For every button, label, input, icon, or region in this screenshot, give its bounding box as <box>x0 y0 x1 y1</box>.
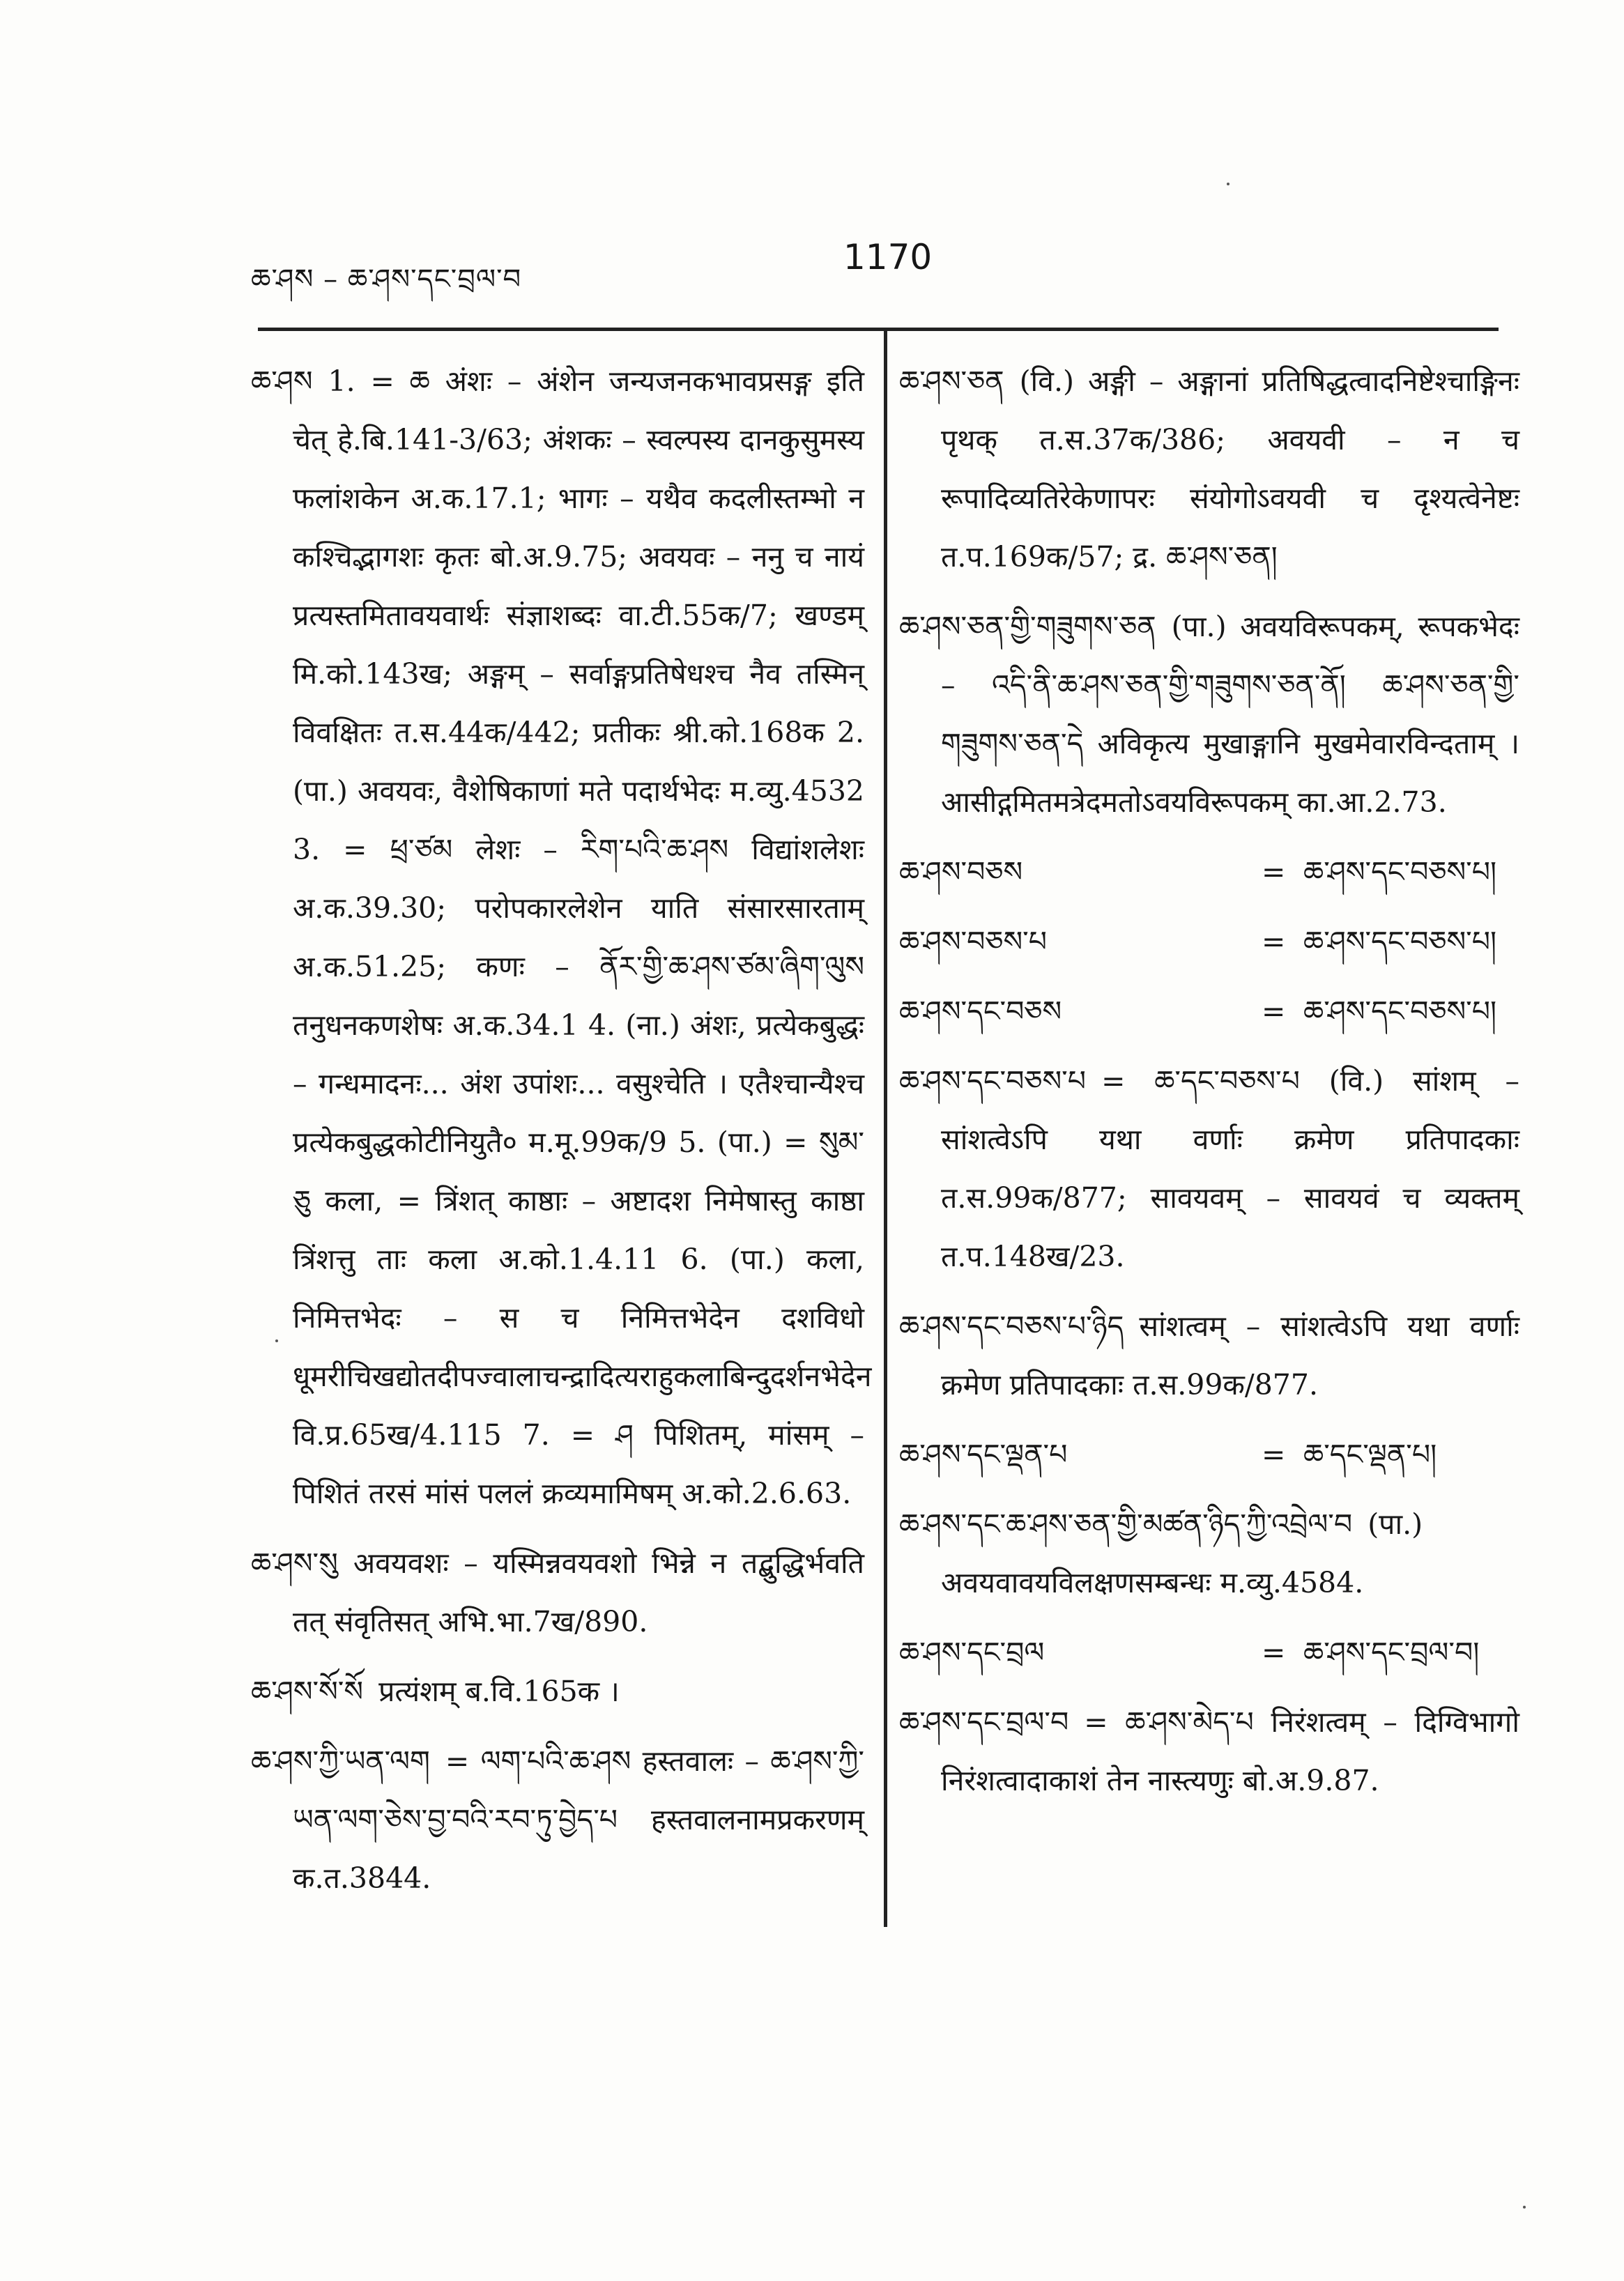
headword: ཆ་ཤས་དང་ལྡན་པ <box>899 1438 1068 1471</box>
dictionary-entry <box>899 597 1519 831</box>
headword: ཆ་ཤས་དང་བྲལ་བ <box>899 1705 1069 1739</box>
cross-reference <box>899 1425 1519 1484</box>
headword: ཆ་ཤས་སུ <box>251 1546 338 1580</box>
headword: ཆ་ཤས་ཀྱི་ཡན་ལག <box>251 1744 430 1778</box>
entry-text: प्रत्यंशम् ब.वि.165क । <box>378 1675 620 1708</box>
entry-text: = ལག་པའི་ཆ་ཤས हस्तवालः – ཆ་ཤས་ཀྱི་ཡན་ལག་ཅེས་བྱ་བའི་རབ་ཏུ་བྱེད་པ हस्तवालनामप्रकरणम् क.त.3844. <box>293 1744 864 1895</box>
headword: ཆ་ཤས་ཅན་གྱི་གཟུགས་ཅན <box>899 610 1156 643</box>
column-divider <box>884 331 887 1927</box>
cross-reference <box>899 1623 1519 1682</box>
scan-speck <box>1523 2206 1526 2209</box>
xref-target: ཆ་ཤས་དང་བྲལ་བ། <box>1303 1636 1480 1669</box>
dictionary-entry <box>899 352 1519 586</box>
entry-text: अवयवशः – यस्मिन्नवयवशो भिन्ने न तद्बुद्धिर्भवति तत् संवृतिसत् अभि.भा.7ख/890. <box>293 1546 864 1638</box>
headword: ཆ་ཤས་དང་བཅས་པ་ཉིད <box>899 1310 1124 1343</box>
xref-target: ཆ་ཤས་དང་བཅས་པ། <box>1303 925 1497 958</box>
cross-reference <box>899 912 1519 971</box>
dictionary-entry <box>251 1662 864 1721</box>
headword: ཆ་ཤས་དང་བྲལ <box>899 1636 1045 1669</box>
entry-text: (पा.) अवयविरूपकम्, रूपकभेदः – འདི་ནི་ཆ་ཤས་ཅན་གྱི་གཟུགས་ཅན་ནོ། ཆ་ཤས་ཅན་གྱི་གཟུགས་ཅན་དེ अविकृत्य मुखाङ्गानि मुखमेवारविन्दताम् । आसीद्गमितमत्रेदमतोऽवयविरूपकम् का.आ.2.73. <box>941 610 1519 819</box>
page-number: 1170 <box>843 237 933 277</box>
right-column <box>899 352 1519 1821</box>
equals-sign: = <box>1262 1636 1286 1669</box>
headword: ཆ་ཤས་བཅས <box>899 855 1023 889</box>
entry-text: = ཆ་ཤས་མེད་པ निरंशत्वम् – दिग्विभागो निरंशत्वादाकाशं तेन नास्त्यणुः बो.अ.9.87. <box>941 1705 1519 1797</box>
headword: ཆ་ཤས་ཅན <box>899 364 1004 398</box>
dictionary-entry <box>251 1534 864 1651</box>
headword: ཆ་ཤས་དང་ཆ་ཤས་ཅན་གྱི་མཚན་ཉིད་ཀྱི་འབྲེལ་བ <box>899 1507 1353 1541</box>
dictionary-entry <box>251 352 872 1523</box>
entry-text: (वि.) अङ्गी – अङ्गानां प्रतिषिद्धत्वादनिष्टेश्चाङ्गिनः पृथक् त.स.37क/386; अवयवी – न च रूपादिव्यतिरेकेणापरः संयोगोऽवयवी च दृश्यत्वेनेष्टः त.प.169क/57; द्र. ཆ་ཤས་ཅན། <box>941 364 1519 574</box>
headword: ཆ་ཤས་སོ་སོ <box>251 1675 364 1708</box>
headword: ཆ་ཤས་དང་བཅས་པ <box>899 1064 1087 1098</box>
xref-target: ཆ་ཤས་དང་བཅས་པ། <box>1303 855 1497 889</box>
headword: ཆ་ཤས <box>251 364 313 398</box>
dictionary-entry <box>899 1052 1519 1286</box>
header-rule <box>258 328 1499 331</box>
xref-target: ཆ་ཤས་དང་བཅས་པ། <box>1303 994 1497 1028</box>
cross-reference <box>899 982 1519 1040</box>
equals-sign: = <box>1262 994 1286 1028</box>
scan-speck <box>275 1339 278 1342</box>
entry-text: सांशत्वम् – सांशत्वेऽपि यथा वर्णाः क्रमेण प्रतिपादकाः त.स.99क/877. <box>941 1310 1519 1401</box>
xref-target: ཆ་དང་ལྡན་པ། <box>1303 1438 1437 1471</box>
scan-speck <box>1227 183 1230 185</box>
entry-text: 1. = ཆ अंशः – अंशेन जन्यजनकभावप्रसङ्ग इति चेत् हे.बि.141-3/63; अंशकः – स्वल्पस्य दानकुसुमस्य फलांशकेन अ.क.17.1; भागः – यथैव कदलीस्तम्भो न कश्चिद्भागशः कृतः बो.अ.9.75; अवयवः – ननु च नायं प्रत्यस्तमितावयवार्थः संज्ञाशब्दः वा.टी.55क/7; खण्डम् मि.को.143ख; अङ्गम् – सर्वाङ्गप्रतिषेधश्च नैव तस्मिन् विवक्षितः त.स.44क/442; प्रतीकः श्री.को.168क 2. (पा.) अवयवः, वैशेषिकाणां मते पदार्थभेदः म.व्यु.4532 3. = ཕྲ་ཙམ लेशः – རིག་པའི་ཆ་ཤས विद्यांशलेशः अ.क.39.30; परोपकारलेशेन याति संसारसारताम् अ.क.51.25; कणः – ནོར་གྱི་ཆ་ཤས་ཙམ་ཞིག་ལུས तनुधनकणशेषः अ.क.34.1 4. (ना.) अंशः, प्रत्येकबुद्धः – गन्धमादनः... अंश उपांशः... वसुश्चेति । एतैश्चान्यैश्च प्रत्येकबुद्धकोटीनियुतै० म.मू.99क/9 5. (पा.) = སུམ་ཅུ कला, = त्रिंशत् काष्ठाः – अष्टादश निमेषास्तु काष्ठा त्रिंशत्तु ताः कला अ.को.1.4.11 6. (पा.) कला, निमित्तभेदः – स च निमित्तभेदेन दशविधो धूमरीचिखद्योतदीपज्वालाचन्द्रादित्यराहुकलाबिन्दुदर्शनभेदेन वि.प्र.65ख/4.115 7. = ཤ पिशितम्, मांसम् – पिशितं तरसं मांसं पललं क्रव्यमामिषम् अ.को.2.6.63. <box>293 364 872 1510</box>
left-column <box>251 352 872 1919</box>
dictionary-entry <box>899 1693 1519 1810</box>
entry-text: (पा.) अवयवावयविलक्षणसम्बन्धः म.व्यु.4584. <box>941 1507 1423 1599</box>
equals-sign: = <box>1262 1438 1286 1471</box>
dictionary-entry <box>251 1732 864 1907</box>
dictionary-entry <box>899 1297 1519 1414</box>
equals-sign: = <box>1262 925 1286 958</box>
cross-reference <box>899 843 1519 901</box>
running-head: ཆ་ཤས – ཆ་ཤས་དང་བྲལ་བ <box>251 263 522 295</box>
headword: ཆ་ཤས་བཅས་པ <box>899 925 1048 958</box>
equals-sign: = <box>1262 855 1286 889</box>
dictionary-entry <box>899 1495 1519 1612</box>
entry-text: = ཆ་དང་བཅས་པ (वि.) सांशम् – सांशत्वेऽपि यथा वर्णाः क्रमेण प्रतिपादकाः त.स.99क/877; सावयवम् – सावयवं च व्यक्तम् त.प.148ख/23. <box>941 1064 1519 1273</box>
headword: ཆ་ཤས་དང་བཅས <box>899 994 1062 1028</box>
